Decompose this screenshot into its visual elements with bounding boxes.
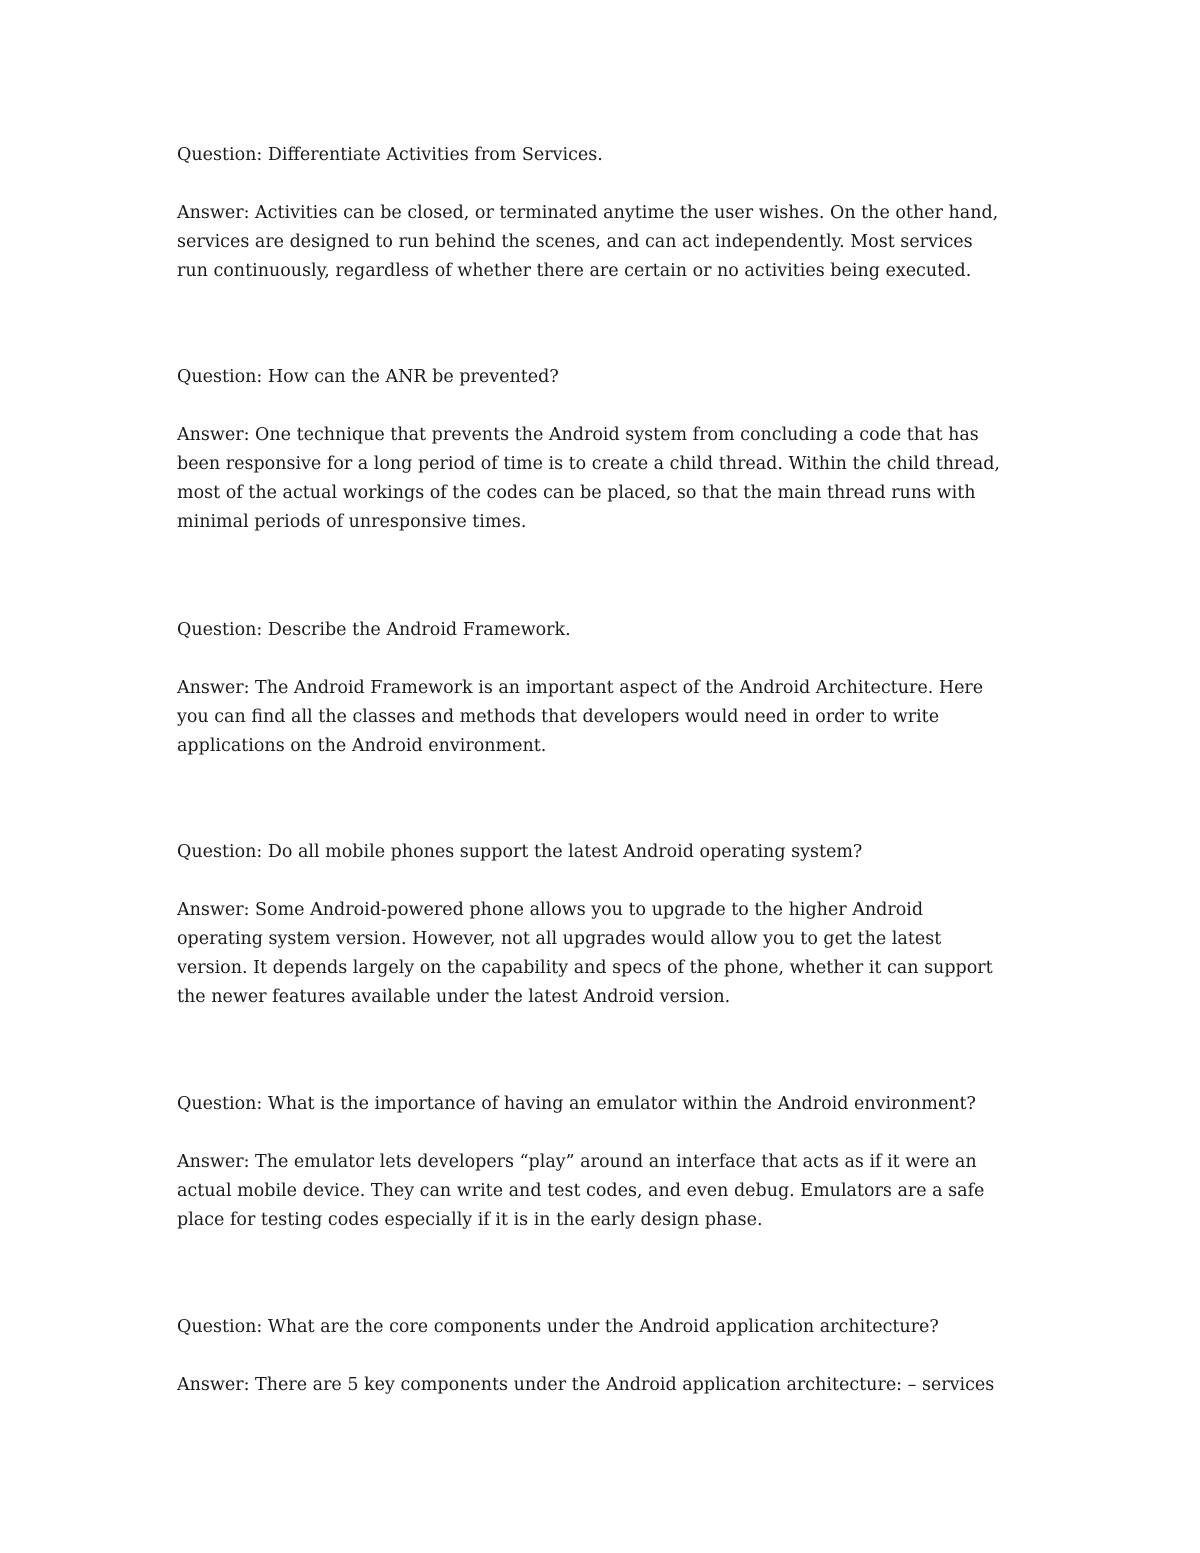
answer-line: version. It depends largely on the capability and specs of the phone, whether it can support xyxy=(177,958,993,978)
answer-line: Answer: The emulator lets developers “play” around an interface that acts as if it were an xyxy=(177,1152,977,1172)
question-text: Question: What is the importance of having an emulator within the Android environment? xyxy=(177,1094,976,1114)
answer-line: Answer: One technique that prevents the Android system from concluding a code that has xyxy=(177,425,979,445)
answer-line: run continuously, regardless of whether there are certain or no activities being executed. xyxy=(177,261,972,281)
answer-paragraph xyxy=(177,421,1037,537)
answer-line: been responsive for a long period of time is to create a child thread. Within the child thread, xyxy=(177,454,1000,474)
answer-line: applications on the Android environment. xyxy=(177,736,547,756)
answer-line: Answer: Some Android-powered phone allows you to upgrade to the higher Android xyxy=(177,900,924,920)
answer-line: Answer: There are 5 key components under the Android application architecture: – services xyxy=(177,1375,995,1395)
question-text: Question: How can the ANR be prevented? xyxy=(177,367,559,387)
answer-line: actual mobile device. They can write and test codes, and even debug. Emulators are a safe xyxy=(177,1181,985,1201)
qa-item-1 xyxy=(177,141,1037,286)
answer-paragraph xyxy=(177,199,1037,286)
answer-line: most of the actual workings of the codes can be placed, so that the main thread runs with xyxy=(177,483,976,503)
answer-paragraph xyxy=(177,1148,1037,1235)
answer-line: operating system version. However, not all upgrades would allow you to get the latest xyxy=(177,929,942,949)
qa-item-3 xyxy=(177,616,1037,761)
answer-line: the newer features available under the latest Android version. xyxy=(177,987,731,1007)
question-text: Question: What are the core components under the Android application architecture? xyxy=(177,1317,939,1337)
question-text: Question: Describe the Android Framework. xyxy=(177,620,571,640)
answer-line: Answer: Activities can be closed, or terminated anytime the user wishes. On the other hand, xyxy=(177,203,999,223)
answer-paragraph xyxy=(177,674,1037,761)
qa-item-2 xyxy=(177,363,1037,537)
question-text: Question: Do all mobile phones support the latest Android operating system? xyxy=(177,842,863,862)
answer-line: minimal periods of unresponsive times. xyxy=(177,512,527,532)
answer-paragraph xyxy=(177,896,1037,1012)
qa-item-6 xyxy=(177,1313,1037,1400)
answer-line: services are designed to run behind the scenes, and can act independently. Most services xyxy=(177,232,973,252)
qa-item-5 xyxy=(177,1090,1037,1235)
question-text: Question: Differentiate Activities from Services. xyxy=(177,145,603,165)
answer-paragraph xyxy=(177,1371,1037,1400)
answer-line: place for testing codes especially if it is in the early design phase. xyxy=(177,1210,763,1230)
answer-line: you can find all the classes and methods that developers would need in order to write xyxy=(177,707,940,727)
qa-item-4 xyxy=(177,838,1037,1012)
answer-line: Answer: The Android Framework is an important aspect of the Android Architecture. Here xyxy=(177,678,984,698)
